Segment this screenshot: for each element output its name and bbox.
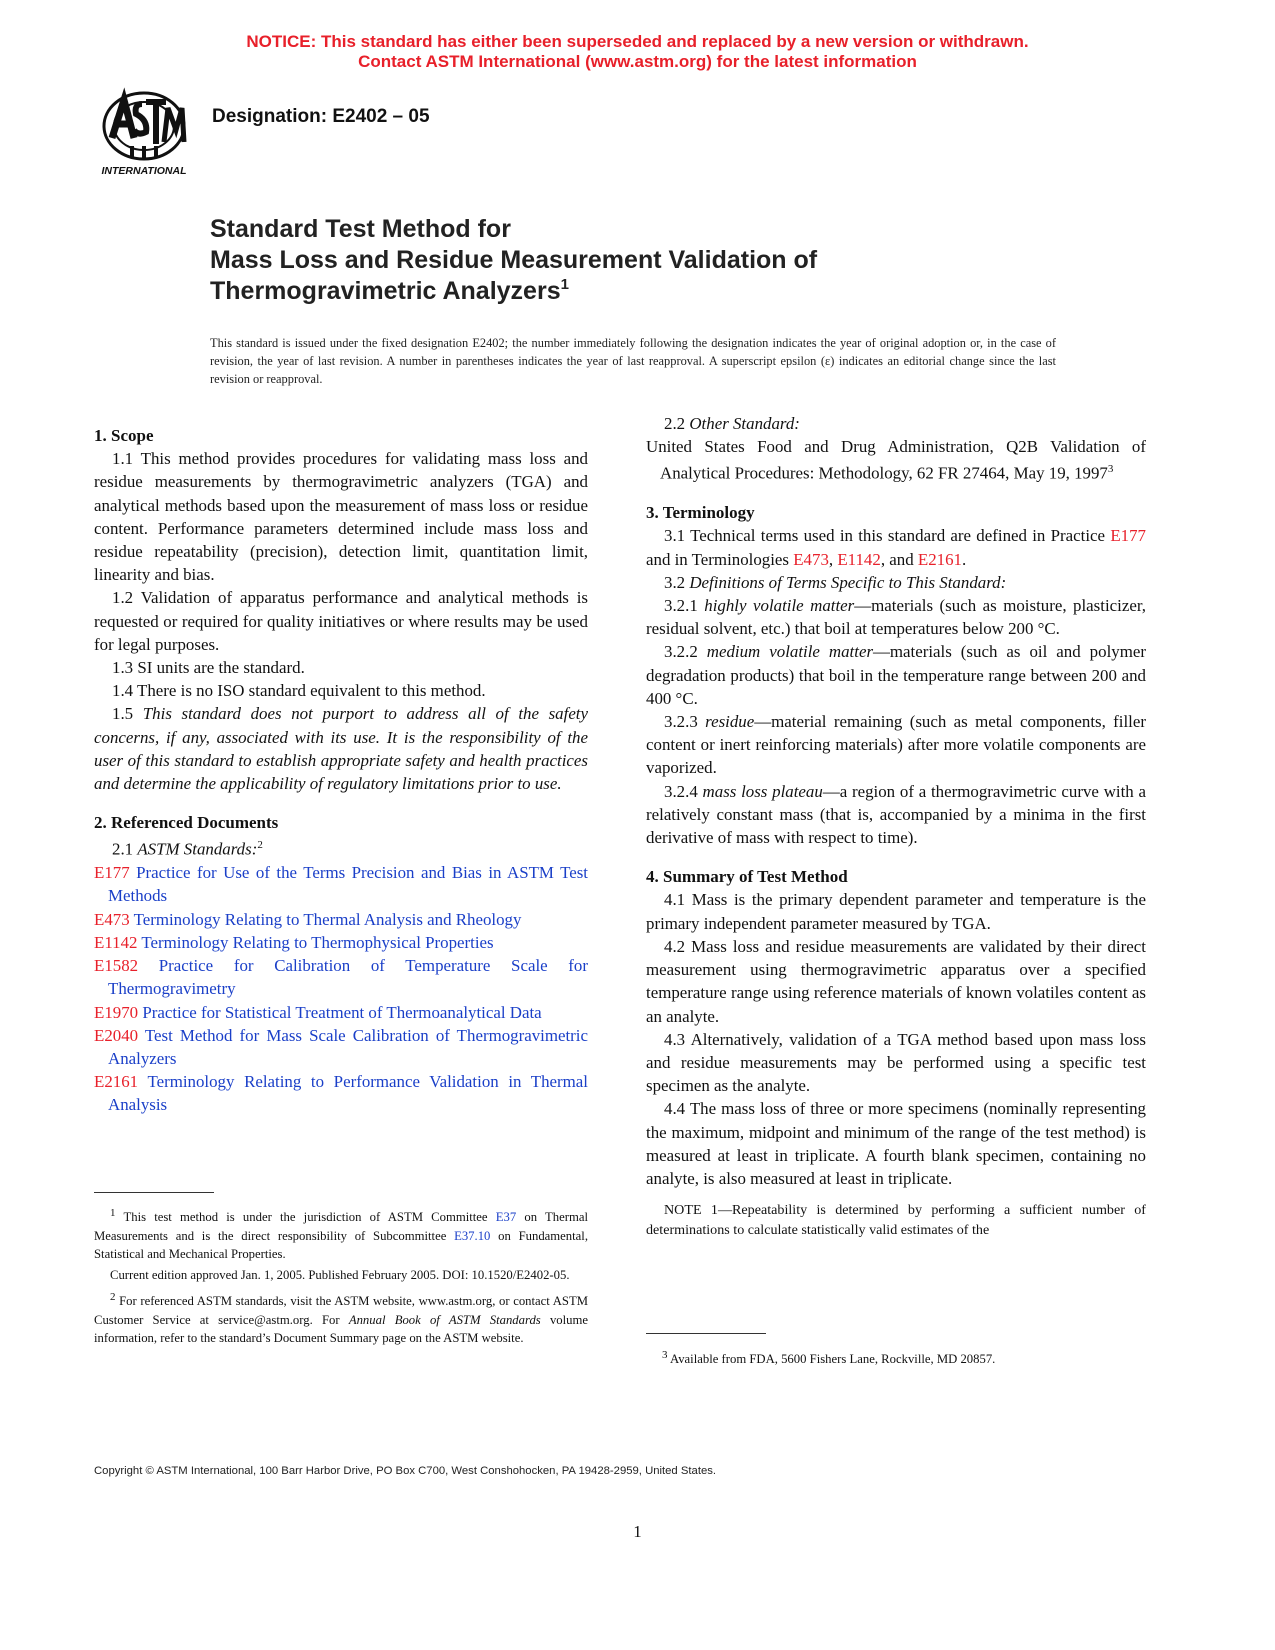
ref-code-link[interactable]: E177 <box>94 863 130 883</box>
footnote-1-text-a: This test method is under the jurisdiction of ASTM Committee <box>123 1210 488 1225</box>
footnote-2-text-b: volume information, refer to the standard’s Document Summary page on the ASTM website. <box>94 1312 589 1345</box>
ref-code-link[interactable]: E473 <box>94 909 130 929</box>
committee-link[interactable]: E37 <box>495 1210 517 1225</box>
page-number: 1 <box>633 1522 642 1541</box>
title-line-2: Mass Loss and Residue Measurement Validation of <box>210 246 818 274</box>
definition-text: —materials (such as moisture, plasticizer, residual solvent, etc.) that boil at temperatures below 200 °C. <box>646 596 1146 639</box>
ref-title-link[interactable]: Practice for Calibration of Temperature Scale for Thermogravimetry <box>108 956 588 999</box>
footnote-2-mark: 2 <box>110 1290 116 1303</box>
e177-link[interactable]: E177 <box>1110 526 1146 546</box>
terminology-3-1-mid: and in Terminologies <box>646 549 789 569</box>
terminology-3-1: 3.1 Technical terms used in this standard are defined in Practice E177 and in Terminologies E473, E1142, and E2161. <box>646 526 1146 569</box>
fda-reference-sup: 3 <box>1107 463 1114 476</box>
ref-title-link[interactable]: Terminology Relating to Performance Validation in Thermal Analysis <box>108 1072 588 1115</box>
footnotes-left <box>94 1204 588 1347</box>
right-column <box>646 412 1146 1240</box>
ref-item[interactable] <box>94 861 588 907</box>
ref-title-link[interactable]: Practice for Statistical Treatment of Thermoanalytical Data <box>142 1002 542 1022</box>
footnote-2-text-a: For referenced ASTM standards, visit the ASTM website, www.astm.org, or contact ASTM Customer Service at service@astm.org. For <box>94 1294 588 1327</box>
ref-item[interactable] <box>94 1070 588 1116</box>
footnote-divider-right <box>646 1333 766 1334</box>
scope-1-3: 1.3 SI units are the standard. <box>112 658 305 678</box>
definition-3-2-4 <box>646 780 1146 850</box>
terminology-3-2-num: 3.2 <box>664 572 686 592</box>
footnote-2 <box>94 1288 588 1347</box>
definition-term: mass loss plateau <box>702 781 823 801</box>
definition-text: —materials (such as oil and polymer degradation products) that boil in the temperature range between 200 and 400 °C. <box>646 642 1146 708</box>
scope-1-5-num: 1.5 <box>112 704 134 724</box>
title-line-3: Thermogravimetric Analyzers <box>210 277 561 305</box>
logo-text: INTERNATIONAL <box>101 165 187 177</box>
definition-term: highly volatile matter <box>704 596 855 616</box>
refs-2-2 <box>646 412 1146 435</box>
e2161-link[interactable]: E2161 <box>917 549 963 569</box>
footnote-1-text-c: on Fundamental, Statistical and Mechanical Properties. <box>94 1228 588 1262</box>
title-footnote-mark: 1 <box>560 276 569 293</box>
note-1-label: NOTE 1 <box>664 1202 718 1219</box>
ref-item[interactable] <box>94 908 588 931</box>
definition-3-2-3 <box>646 710 1146 780</box>
ref-code-link[interactable]: E1582 <box>94 956 139 976</box>
refs-2-1 <box>94 834 588 861</box>
definition-text: —a region of a thermogravimetric curve with a relatively constant mass (that is, accompanied by a minima in the first derivative of mass with respect to time). <box>646 781 1146 848</box>
e473-link[interactable]: E473 <box>793 549 829 569</box>
definition-num: 3.2.1 <box>664 596 698 616</box>
section-heading-referenced: 2. Referenced Documents <box>94 813 279 833</box>
section-heading-summary: 4. Summary of Test Method <box>646 867 848 887</box>
fda-reference-text: United States Food and Drug Administration, Q2B Validation of Analytical Procedures: Methodology, 62 FR 27464, May 19, 1997 <box>646 437 1146 484</box>
definition-3-2-1 <box>646 594 1146 640</box>
subcommittee-link[interactable]: E37.10 <box>454 1228 491 1243</box>
fda-reference <box>646 435 1146 485</box>
left-column <box>94 424 588 1117</box>
footnote-1-mark: 1 <box>110 1207 116 1219</box>
scope-1-5-text: This standard does not purport to address all of the safety concerns, if any, associated with its use. It is the responsibility of the user of this standard to establish appropriate safety and health practices and determine the applicability of regulatory limitations prior to use. <box>94 704 588 794</box>
refs-2-1-num: 2.1 <box>112 840 134 860</box>
definition-text: —material remaining (such as metal components, filler content or inert reinforcing materials) after more volatile components are vaporized. <box>646 712 1146 778</box>
page-title <box>210 214 1110 307</box>
refs-2-1-sup: 2 <box>257 839 263 852</box>
e1142-link[interactable]: E1142 <box>837 549 881 569</box>
refs-2-1-label: ASTM Standards: <box>137 840 258 860</box>
definition-num: 3.2.4 <box>664 781 698 801</box>
terminology-3-1-pre: 3.1 Technical terms used in this standard are defined in Practice <box>664 526 1106 546</box>
ref-code-link[interactable]: E2161 <box>94 1072 139 1092</box>
footnote-1 <box>94 1204 588 1263</box>
notice-line-1: NOTICE: This standard has either been superseded and replaced by a new version or withdrawn. <box>246 32 1029 51</box>
ref-item[interactable] <box>94 1024 588 1070</box>
scope-1-1: 1.1 This method provides procedures for validating mass loss and residue measurements by thermogravimetric analyzers (TGA) and analytical methods based upon the measurement of mass loss or residue content. Performance parameters determined include mass loss and residue repeatability (precision), detection limit, quantitation limit, linearity and bias. <box>94 449 588 585</box>
summary-4-3: 4.3 Alternatively, validation of a TGA method based upon mass loss and residue measurements may be performed using a specific test specimen as the analyte. <box>646 1029 1146 1096</box>
refs-2-2-num: 2.2 <box>664 414 686 433</box>
footnote-1-edition: Current edition approved Jan. 1, 2005. Published February 2005. DOI: 10.1520/E2402-05. <box>110 1268 570 1283</box>
issued-statement: This standard is issued under the fixed designation E2402; the number immediately following the designation indicates the year of original adoption or, in the case of revision, the year of last revision. A number in parentheses indicates the year of last reapproval. A superscript epsilon (ε) indicates an editorial change since the last revision or reapproval. <box>210 336 1056 386</box>
supersede-notice <box>0 32 1275 72</box>
footnote-divider <box>94 1192 214 1193</box>
summary-4-4: 4.4 The mass loss of three or more specimens (nominally representing the maximum, midpoint and minimum of the range of the test method) is measured at least in triplicate. A fourth blank specimen, containing no analyte, is also measured at least in triplicate. <box>646 1099 1146 1188</box>
title-line-1: Standard Test Method for <box>210 215 511 243</box>
scope-1-5 <box>94 702 588 795</box>
ref-item[interactable] <box>94 954 588 1000</box>
definition-3-2-2 <box>646 640 1146 710</box>
note-1 <box>646 1200 1146 1240</box>
terminology-3-1-and: and <box>889 549 914 569</box>
astm-logo-icon <box>94 86 194 180</box>
footnote-3-text: Available from FDA, 5600 Fishers Lane, Rockville, MD 20857. <box>669 1352 996 1367</box>
copyright-line: Copyright © ASTM International, 100 Barr Harbor Drive, PO Box C700, West Conshohocken, PA 19428-2959, United States. <box>94 1465 717 1477</box>
definition-num: 3.2.2 <box>664 642 698 662</box>
designation: Designation: E2402 – 05 <box>212 106 430 127</box>
ref-title-link[interactable]: Practice for Use of the Terms Precision and Bias in ASTM Test Methods <box>108 863 588 906</box>
footnotes-right <box>646 1346 1146 1369</box>
summary-4-2: 4.2 Mass loss and residue measurements are validated by their direct measurement using thermogravimetric apparatus over a specified temperature range using reference materials of known volatiles content as an analyte. <box>646 936 1146 1026</box>
ref-title-link[interactable]: Test Method for Mass Scale Calibration of Thermogravimetric Analyzers <box>108 1025 588 1068</box>
footnote-3-mark: 3 <box>662 1349 668 1361</box>
note-1-text: —Repeatability is determined by performing a sufficient number of determinations to calculate statistically valid estimates of the <box>646 1202 1146 1239</box>
terminology-3-2 <box>646 571 1146 594</box>
ref-title-link[interactable]: Terminology Relating to Thermophysical Properties <box>141 932 494 952</box>
footnote-1-text-b: on Thermal Measurements and is the direct responsibility of Subcommittee <box>94 1210 589 1243</box>
definition-num: 3.2.3 <box>664 712 698 732</box>
footnote-2-book: Annual Book of ASTM Standards <box>348 1312 541 1327</box>
section-heading-scope: 1. Scope <box>94 426 154 445</box>
section-heading-terminology: 3. Terminology <box>646 503 755 523</box>
ref-title-link[interactable]: Terminology Relating to Thermal Analysis and Rheology <box>133 909 522 929</box>
ref-code-link[interactable]: E1970 <box>94 1002 139 1022</box>
scope-1-4: 1.4 There is no ISO standard equivalent to this method. <box>112 681 486 701</box>
ref-code-link[interactable]: E2040 <box>94 1025 139 1045</box>
footnote-3 <box>646 1346 1146 1369</box>
notice-line-2: Contact ASTM International (www.astm.org) for the latest information <box>358 52 917 71</box>
refs-2-2-label: Other Standard: <box>689 414 800 433</box>
ref-item[interactable] <box>94 931 588 954</box>
terminology-3-2-label: Definitions of Terms Specific to This Standard: <box>689 572 1007 592</box>
definition-term: medium volatile matter <box>706 642 874 662</box>
scope-1-2: 1.2 Validation of apparatus performance and analytical methods is requested or required for quality initiatives or where results may be used for legal purposes. <box>94 588 588 654</box>
summary-4-1: 4.1 Mass is the primary dependent parameter and temperature is the primary independent parameter measured by TGA. <box>646 890 1146 933</box>
ref-item[interactable] <box>94 1001 588 1024</box>
definition-term: residue <box>705 712 755 732</box>
ref-code-link[interactable]: E1142 <box>94 932 138 952</box>
